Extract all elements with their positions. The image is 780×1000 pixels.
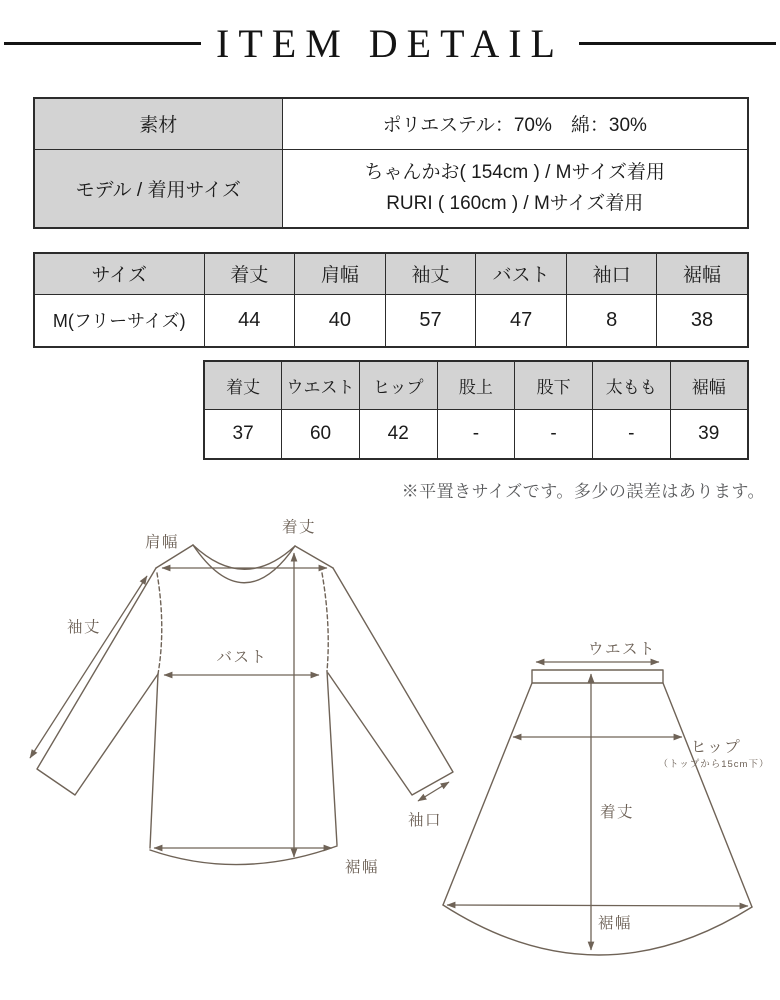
skirt-length-label: 着丈 [599,804,635,821]
top-armhole-left [157,573,162,674]
table-row [204,409,748,459]
size-row-label: M(フリーサイズ) [34,294,204,347]
material-value: ポリエステル：70% 綿：30% [282,98,748,149]
table-header-row [204,361,748,409]
size-table-top [33,252,749,348]
skirt-hem-width-arrow [447,905,748,906]
skirt-waistband [532,670,663,683]
sleeve-length-label: 袖丈 [66,619,102,636]
col-header-hip: ヒップ [359,361,437,409]
value-hem: 38 [657,294,748,347]
col-header-hem: 裾幅 [657,253,748,294]
skirt-sketch [443,641,769,955]
top-sleeve-right [328,568,453,795]
model-line-2: RURI ( 160cm ) / Mサイズ着用 [386,193,644,215]
model-size-value [282,149,748,228]
col-header-thigh: 太もも [592,361,670,409]
value-cuff: 8 [566,294,657,347]
col-header-shoulder: 肩幅 [295,253,386,294]
value-thigh: - [592,409,670,459]
value-hem: 39 [670,409,748,459]
top-armhole-right [322,573,328,671]
cuff-label: 袖口 [407,812,443,829]
value-bust: 47 [476,294,567,347]
flat-measurement-note: ※平置きサイズです。多少の誤差はあります。 [401,482,765,501]
col-header-length: 着丈 [204,253,295,294]
top-garment-sketch [30,518,453,876]
col-header-rise: 股上 [437,361,515,409]
col-header-hem: 裾幅 [670,361,748,409]
hip-label: ヒップ [690,739,742,756]
size-table-bottom [203,360,749,460]
col-header-inseam: 股下 [515,361,593,409]
col-header-cuff: 袖口 [566,253,657,294]
bust-label: バスト [216,649,268,666]
material-label: 素材 [34,98,282,149]
col-header-length: 着丈 [204,361,282,409]
info-table [33,97,749,229]
top-length-label: 着丈 [281,519,317,536]
top-hem-width-label: 裾幅 [344,859,380,876]
top-shoulder-right [295,546,333,568]
top-front-neckline [193,545,295,583]
skirt-hem-width-label: 裾幅 [597,915,633,932]
value-sleeve: 57 [385,294,476,347]
top-body-left [150,674,158,848]
table-header-row [34,253,748,294]
top-sleeve-left [37,568,158,795]
col-header-bust: バスト [476,253,567,294]
top-body-right [327,671,337,845]
sleeve-length-arrow [30,576,147,758]
model-size-label: モデル / 着用サイズ [34,149,282,228]
section-title [0,16,780,70]
value-length: 37 [204,409,282,459]
value-waist: 60 [282,409,360,459]
top-hem-curve [150,846,337,865]
title-rule-right [579,42,776,45]
page-title: ITEM DETAIL [216,20,564,66]
table-row [34,149,748,228]
cuff-arrow [418,782,449,801]
model-line-1: ちゃんかお( 154cm ) / Mサイズ着用 [364,161,665,183]
value-inseam: - [515,409,593,459]
skirt-side-left [443,683,532,905]
table-row [34,294,748,347]
hip-note-label: （トップから15cm下） [658,759,770,770]
value-hip: 42 [359,409,437,459]
shoulder-width-label: 肩幅 [144,534,180,551]
waist-label: ウエスト [587,641,657,658]
table-row [34,98,748,149]
col-header-waist: ウエスト [282,361,360,409]
title-rule-left [4,42,201,45]
skirt-side-right [663,683,752,907]
col-header-size: サイズ [34,253,204,294]
value-length: 44 [204,294,295,347]
value-shoulder: 40 [295,294,386,347]
value-rise: - [437,409,515,459]
measurement-diagram [0,505,780,1000]
col-header-sleeve: 袖丈 [385,253,476,294]
